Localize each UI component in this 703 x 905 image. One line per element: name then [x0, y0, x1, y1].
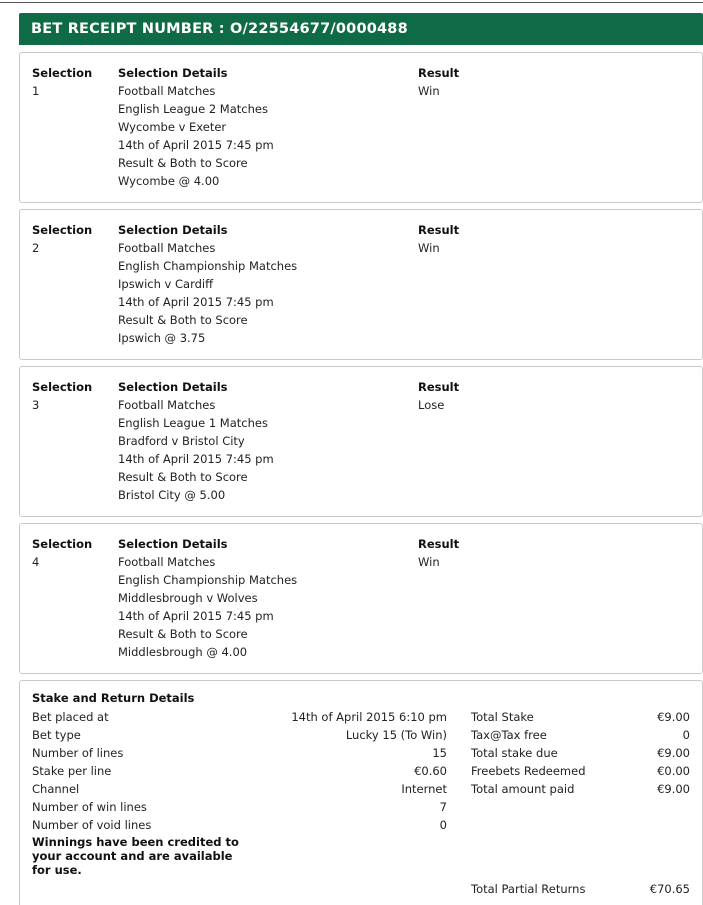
total-stake-label: Total Stake: [471, 710, 534, 724]
selection-result: Win: [418, 84, 440, 98]
winnings-note: Winnings have been credited to your account and are available for use.: [32, 835, 239, 877]
tax-label: Tax@Tax free: [471, 728, 547, 742]
selection-number: 4: [32, 555, 40, 569]
selection-result: Lose: [418, 398, 445, 412]
selection-datetime: 14th of April 2015 7:45 pm: [118, 609, 274, 623]
selection-event: Middlesbrough v Wolves: [118, 591, 258, 605]
stake-per-line-value: €0.60: [414, 764, 447, 778]
bet-placed-label: Bet placed at: [32, 710, 109, 724]
selection-header: Selection: [32, 537, 93, 551]
void-lines-label: Number of void lines: [32, 818, 152, 832]
selection-sport: Football Matches: [118, 84, 216, 98]
selection-market: Result & Both to Score: [118, 470, 248, 484]
selection-market: Result & Both to Score: [118, 156, 248, 170]
selection-event: Ipswich v Cardiff: [118, 277, 214, 291]
stake-per-line-label: Stake per line: [32, 764, 112, 778]
result-header: Result: [418, 380, 460, 394]
bet-placed-value: 14th of April 2015 6:10 pm: [291, 710, 447, 724]
selection-pick: Middlesbrough @ 4.00: [118, 645, 248, 659]
partial-returns-label: Total Partial Returns: [471, 882, 586, 896]
selection-market: Result & Both to Score: [118, 313, 248, 327]
freebets-value: €0.00: [657, 764, 690, 778]
selection-event: Bradford v Bristol City: [118, 434, 245, 448]
selection-sport: Football Matches: [118, 398, 216, 412]
selection-competition: English Championship Matches: [118, 573, 298, 587]
channel-value: Internet: [401, 782, 447, 796]
number-of-lines-value: 15: [432, 746, 447, 760]
selection-details-header: Selection Details: [118, 223, 228, 237]
result-header: Result: [418, 66, 460, 80]
selection-competition: English Championship Matches: [118, 259, 298, 273]
selection-competition: English League 2 Matches: [118, 102, 268, 116]
selection-result: Win: [418, 555, 440, 569]
receipt-header: [19, 13, 703, 45]
selection-details-header: Selection Details: [118, 66, 228, 80]
selection-datetime: 14th of April 2015 7:45 pm: [118, 452, 274, 466]
bet-type-label: Bet type: [32, 728, 81, 742]
selection-header: Selection: [32, 223, 93, 237]
partial-returns-value: €70.65: [649, 882, 690, 896]
selection-sport: Football Matches: [118, 241, 216, 255]
selection-header: Selection: [32, 66, 93, 80]
selection-number: 3: [32, 398, 40, 412]
top-divider: [0, 2, 703, 3]
number-of-lines-label: Number of lines: [32, 746, 124, 760]
selection-number: 2: [32, 241, 40, 255]
selection-pick: Bristol City @ 5.00: [118, 488, 226, 502]
selection-result: Win: [418, 241, 440, 255]
selection-header: Selection: [32, 380, 93, 394]
selection-competition: English League 1 Matches: [118, 416, 268, 430]
result-header: Result: [418, 223, 460, 237]
result-header: Result: [418, 537, 460, 551]
selection-details-header: Selection Details: [118, 537, 228, 551]
channel-label: Channel: [32, 782, 80, 796]
selection-number: 1: [32, 84, 40, 98]
selection-datetime: 14th of April 2015 7:45 pm: [118, 138, 274, 152]
selection-sport: Football Matches: [118, 555, 216, 569]
selection-pick: Wycombe @ 4.00: [118, 174, 220, 188]
win-lines-label: Number of win lines: [32, 800, 147, 814]
stake-title: Stake and Return Details: [32, 691, 195, 705]
win-lines-value: 7: [439, 800, 447, 814]
selection-card: [19, 523, 703, 674]
selection-pick: Ipswich @ 3.75: [118, 331, 206, 345]
total-paid-label: Total amount paid: [471, 782, 575, 796]
total-stake-due-value: €9.00: [657, 746, 690, 760]
stake-return-panel: [19, 680, 703, 905]
selection-card: [19, 52, 703, 203]
tax-value: 0: [682, 728, 690, 742]
selection-datetime: 14th of April 2015 7:45 pm: [118, 295, 274, 309]
total-stake-due-label: Total stake due: [471, 746, 558, 760]
total-paid-value: €9.00: [657, 782, 690, 796]
freebets-label: Freebets Redeemed: [471, 764, 586, 778]
void-lines-value: 0: [439, 818, 447, 832]
selection-details-header: Selection Details: [118, 380, 228, 394]
bet-type-value: Lucky 15 (To Win): [345, 728, 447, 742]
selection-card: [19, 209, 703, 360]
selection-event: Wycombe v Exeter: [118, 120, 227, 134]
selection-card: [19, 366, 703, 517]
receipt-title: BET RECEIPT NUMBER : O/22554677/0000488: [31, 21, 408, 37]
selection-market: Result & Both to Score: [118, 627, 248, 641]
total-stake-value: €9.00: [657, 710, 690, 724]
